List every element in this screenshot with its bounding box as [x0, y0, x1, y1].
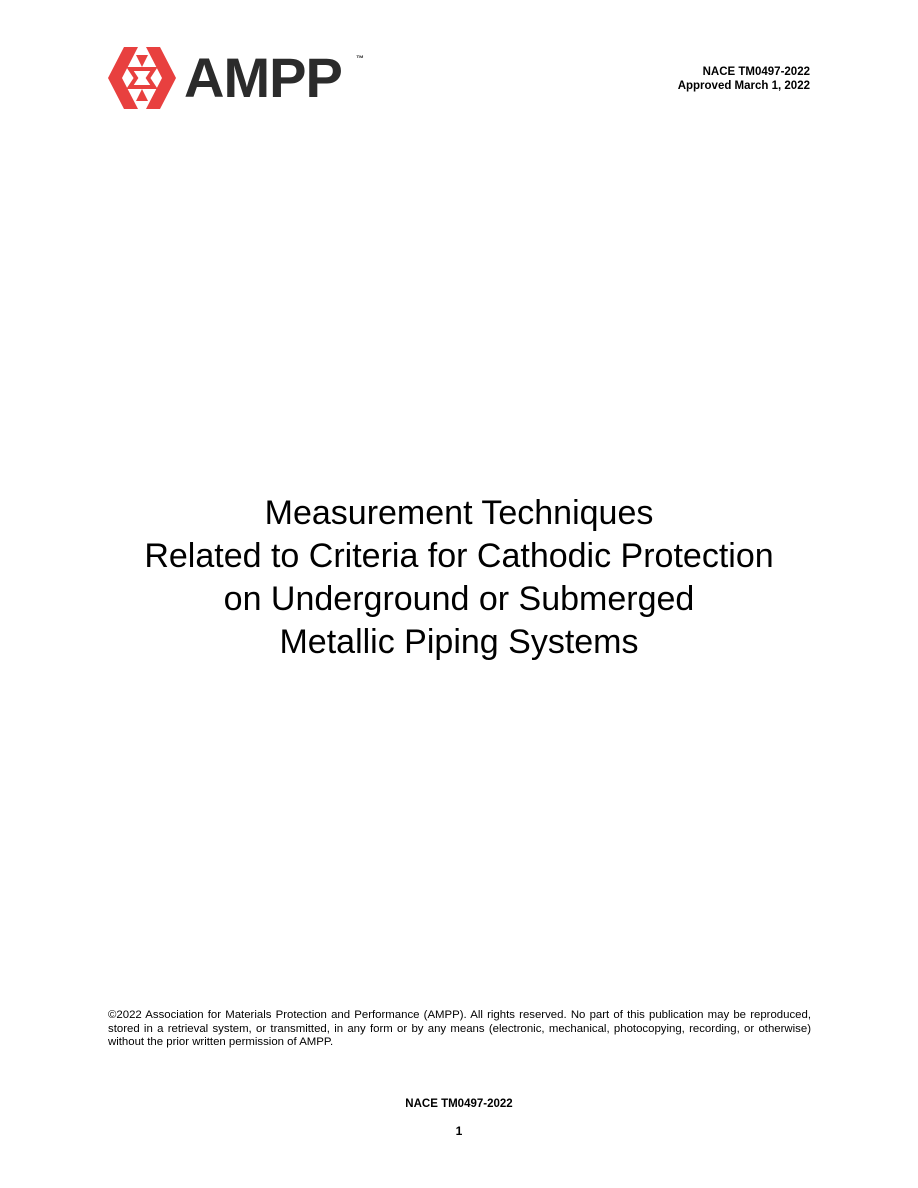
- copyright-notice: ©2022 Association for Materials Protection and Performance (AMPP). All rights reserved. No part of this publication may be reproduced, stored in a retrieval system, or transmitted, in any form or by any means (electronic, mechanical, photocopying, recording, or otherwise) without the prior written permission of AMPP.: [108, 1009, 811, 1048]
- logo-trademark: ™: [356, 54, 364, 63]
- footer-document-code: NACE TM0497-2022: [405, 1098, 513, 1110]
- document-code: NACE TM0497-2022: [702, 66, 810, 78]
- document-title: [80, 492, 838, 664]
- logo-wordmark: AMPP: [184, 46, 342, 109]
- title-line-2: Related to Criteria for Cathodic Protection: [144, 537, 774, 575]
- ampp-hexagon-icon: [108, 47, 176, 109]
- document-metadata: [678, 65, 810, 93]
- approval-date: Approved March 1, 2022: [677, 80, 810, 92]
- title-line-3: on Underground or Submerged: [223, 580, 695, 618]
- ampp-logo: [108, 47, 370, 109]
- title-line-1: Measurement Techniques: [264, 494, 654, 532]
- title-line-4: Metallic Piping Systems: [279, 623, 639, 661]
- page-number: 1: [455, 1124, 463, 1138]
